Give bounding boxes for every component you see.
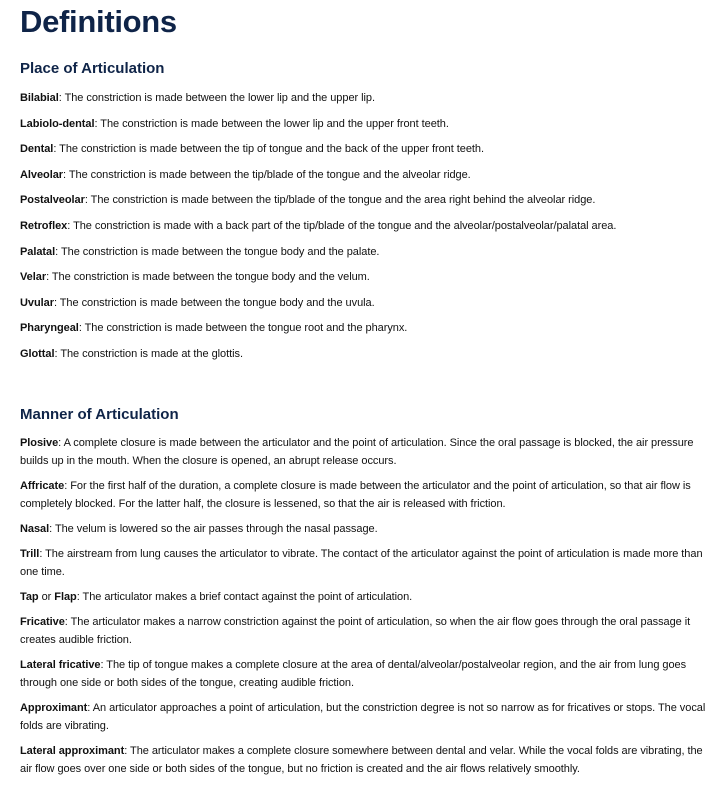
term-separator: :	[100, 658, 107, 671]
definition-text: The constriction is made between the tip/blade of the tongue and the alveolar ridge.	[68, 168, 471, 181]
definition-item	[20, 319, 714, 337]
definition-term: Bilabial	[20, 92, 59, 104]
section-heading-place: Place of Articulation	[20, 60, 165, 77]
definition-term: Postalveolar	[20, 194, 85, 207]
definition-term: Plosive	[20, 436, 59, 449]
term-separator: :	[76, 590, 83, 603]
definition-term: Palatal	[20, 245, 56, 258]
definition-term: Nasal	[20, 522, 50, 535]
definition-item	[20, 268, 714, 286]
definition-term: Dental	[20, 143, 54, 156]
definition-text: The articulator makes a narrow constriction against the point of articulation, so when the air flow goes through the oral passage it creates audible friction.	[20, 615, 691, 646]
definition-item	[20, 294, 714, 312]
place-definitions-list	[20, 89, 726, 363]
term-separator: :	[54, 347, 61, 360]
definition-text: The airstream from lung causes the articulator to vibrate. The contact of the articulator against the point of articulation is made more than one time.	[20, 547, 703, 578]
definition-text: The articulator makes a brief contact against the point of articulation.	[82, 590, 413, 603]
definition-item	[20, 613, 714, 649]
definition-item	[20, 140, 714, 158]
term-separator: :	[39, 547, 46, 560]
definition-term: Retroflex	[20, 219, 68, 232]
definition-term: Tap	[20, 590, 39, 603]
term-separator: :	[78, 322, 85, 335]
term-separator: :	[55, 245, 61, 258]
definition-text: The constriction is made between the tip of tongue and the back of the upper front teeth.	[59, 143, 484, 156]
definition-text: The constriction is made between the tongue body and the palate.	[60, 245, 380, 258]
definition-term: Labiolo-dental	[20, 117, 95, 130]
definition-text: The constriction is made between the tongue body and the uvula.	[59, 296, 375, 309]
definition-item	[20, 434, 714, 470]
definition-term-alt: Flap	[54, 590, 77, 603]
term-separator: :	[87, 701, 93, 714]
definition-text: The constriction is made with a back part of the tip/blade of the tongue and the alveolar/postalveolar/palatal area.	[73, 219, 617, 232]
term-separator: :	[49, 522, 55, 535]
definition-text: An articulator approaches a point of articulation, but the constriction degree is not so narrow as for fricatives or stops. The vocal folds are vibrating.	[20, 701, 706, 732]
term-separator: :	[64, 615, 71, 628]
definition-text: The velum is lowered so the air passes through the nasal passage.	[54, 522, 378, 535]
definition-term: Uvular	[20, 296, 54, 309]
section-heading-manner: Manner of Articulation	[20, 405, 179, 423]
term-connector: or	[38, 590, 55, 603]
definition-text: The constriction is made between the tip/blade of the tongue and the area right behind the alveolar ridge.	[90, 194, 596, 207]
definition-item	[20, 345, 714, 363]
definition-item	[20, 699, 714, 735]
definition-text: For the first half of the duration, a complete closure is made between the articulator and the point of articulation, so that air flow is completely blocked. For the latter half, the closure is lessened, so that the air is released with friction.	[20, 479, 691, 510]
definition-text: The constriction is made between the lower lip and the upper front teeth.	[100, 117, 449, 130]
definition-item	[20, 742, 714, 778]
definition-text: The constriction is made between the lower lip and the upper lip.	[64, 92, 375, 104]
definition-term: Approximant	[20, 701, 88, 714]
term-separator: :	[46, 271, 52, 284]
definition-item	[20, 89, 714, 107]
term-separator: :	[58, 92, 65, 104]
definition-item	[20, 477, 714, 513]
definition-item	[20, 588, 714, 606]
manner-definitions-list	[20, 434, 726, 778]
definition-text: The constriction is made at the glottis.	[60, 347, 243, 360]
term-separator: :	[84, 194, 91, 207]
definition-term: Glottal	[20, 347, 55, 360]
definition-term: Affricate	[20, 479, 65, 492]
definition-text: The tip of tongue makes a complete closure at the area of dental/alveolar/postalveolar region, and the air from lung goes through one side or both sides of the tongue, creating audible friction.	[20, 658, 687, 689]
definition-item	[20, 191, 714, 209]
definition-item	[20, 115, 714, 133]
page-title: Definitions	[20, 4, 177, 39]
term-separator: :	[67, 219, 74, 232]
definition-text: The constriction is made between the tongue root and the pharynx.	[84, 322, 408, 335]
definition-text: A complete closure is made between the articulator and the point of articulation. Since the oral passage is blocked, the air pressure builds up in the mouth. When the closure is opened, an abrupt release occurs.	[20, 436, 694, 467]
definition-term: Trill	[20, 547, 40, 560]
definition-term: Lateral approximant	[20, 744, 125, 757]
definition-term: Velar	[20, 271, 47, 284]
definition-text: The constriction is made between the tongue body and the velum.	[51, 271, 370, 284]
term-separator: :	[58, 436, 64, 449]
definition-item	[20, 243, 714, 261]
definition-term: Alveolar	[20, 168, 64, 181]
definition-item	[20, 656, 714, 692]
term-separator: :	[53, 296, 60, 309]
definition-text: The articulator makes a complete closure somewhere between dental and velar. While the vocal folds are vibrating, the air flow goes over one side or both sides of the tongue, but no friction is created and the air flows relatively smoothly.	[20, 744, 703, 775]
definition-term: Pharyngeal	[20, 322, 79, 335]
definition-item	[20, 545, 714, 581]
definition-term: Lateral fricative	[20, 658, 101, 671]
term-separator: :	[124, 744, 131, 757]
term-separator: :	[63, 168, 69, 181]
definition-term: Fricative	[20, 615, 65, 628]
definition-item	[20, 217, 714, 235]
definition-item	[20, 166, 714, 184]
term-separator: :	[94, 117, 101, 130]
term-separator: :	[64, 479, 71, 492]
term-separator: :	[53, 143, 60, 156]
definition-item	[20, 520, 714, 538]
